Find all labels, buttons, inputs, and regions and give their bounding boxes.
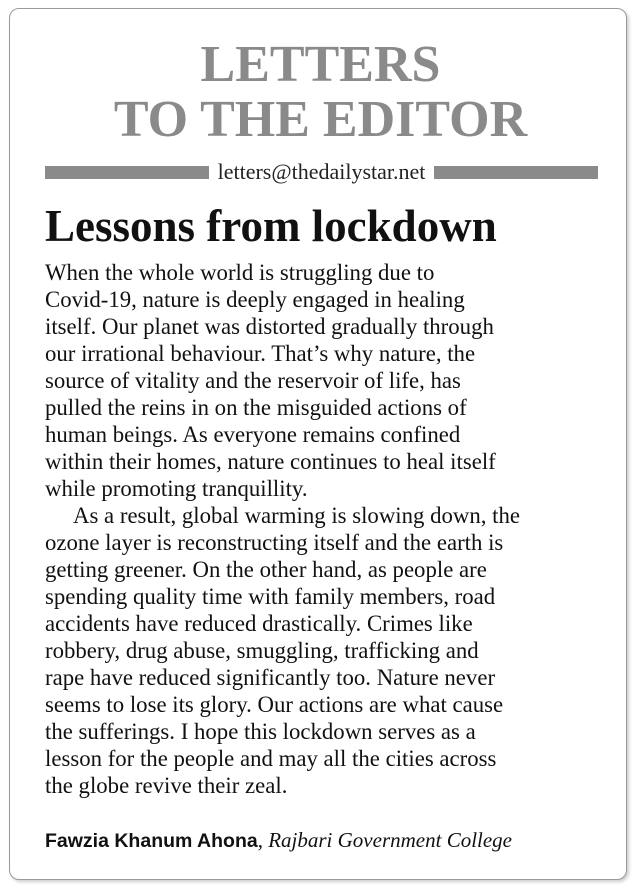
signature-separator: , <box>257 828 269 852</box>
body-line: within their homes, nature continues to heal itself <box>45 449 496 474</box>
author-name: Fawzia Khanum Ahona <box>45 830 258 852</box>
editor-email: letters@thedailystar.net <box>217 159 426 184</box>
body-line: accidents have reduced drastically. Crimes like <box>45 611 473 636</box>
body-line: human beings. As everyone remains confined <box>45 422 461 447</box>
body-line: lesson for the people and may all the cities across <box>45 746 497 771</box>
body-line: our irrational behaviour. That’s why nature, the <box>45 341 476 366</box>
body-line: the globe revive their zeal. <box>45 773 288 798</box>
left-rule <box>45 166 209 179</box>
letter-headline: Lessons from lockdown <box>45 201 497 251</box>
body-line: ozone layer is reconstructing itself and the earth is <box>45 530 504 555</box>
body-line: getting greener. On the other hand, as people are <box>45 557 487 582</box>
body-line: seems to lose its glory. Our actions are what cause <box>45 692 504 717</box>
body-line: robbery, drug abuse, smuggling, trafficking and <box>45 638 479 663</box>
right-rule <box>434 166 598 179</box>
body-line: spending quality time with family members, road <box>45 584 496 609</box>
body-line: Covid-19, nature is deeply engaged in healing <box>45 287 465 312</box>
body-line: When the whole world is struggling due to <box>45 260 435 285</box>
body-line: source of vitality and the reservoir of life, has <box>45 368 461 393</box>
body-line: pulled the reins in on the misguided actions of <box>45 395 467 420</box>
body-line: the sufferings. I hope this lockdown serves as a <box>45 719 476 744</box>
email-row <box>45 156 598 188</box>
body-line: while promoting tranquillity. <box>45 476 308 501</box>
body-line: As a result, global warming is slowing down, the <box>73 503 521 528</box>
body-line: itself. Our planet was distorted gradually through <box>45 314 494 339</box>
letter-body <box>45 259 605 799</box>
letter-signature <box>45 826 605 855</box>
masthead-title-line2: TO THE EDITOR <box>113 91 528 148</box>
body-line: rape have reduced significantly too. Nature never <box>45 665 496 690</box>
masthead-title-line1: LETTERS <box>200 36 441 93</box>
author-institution: Rajbari Government College <box>268 828 513 852</box>
